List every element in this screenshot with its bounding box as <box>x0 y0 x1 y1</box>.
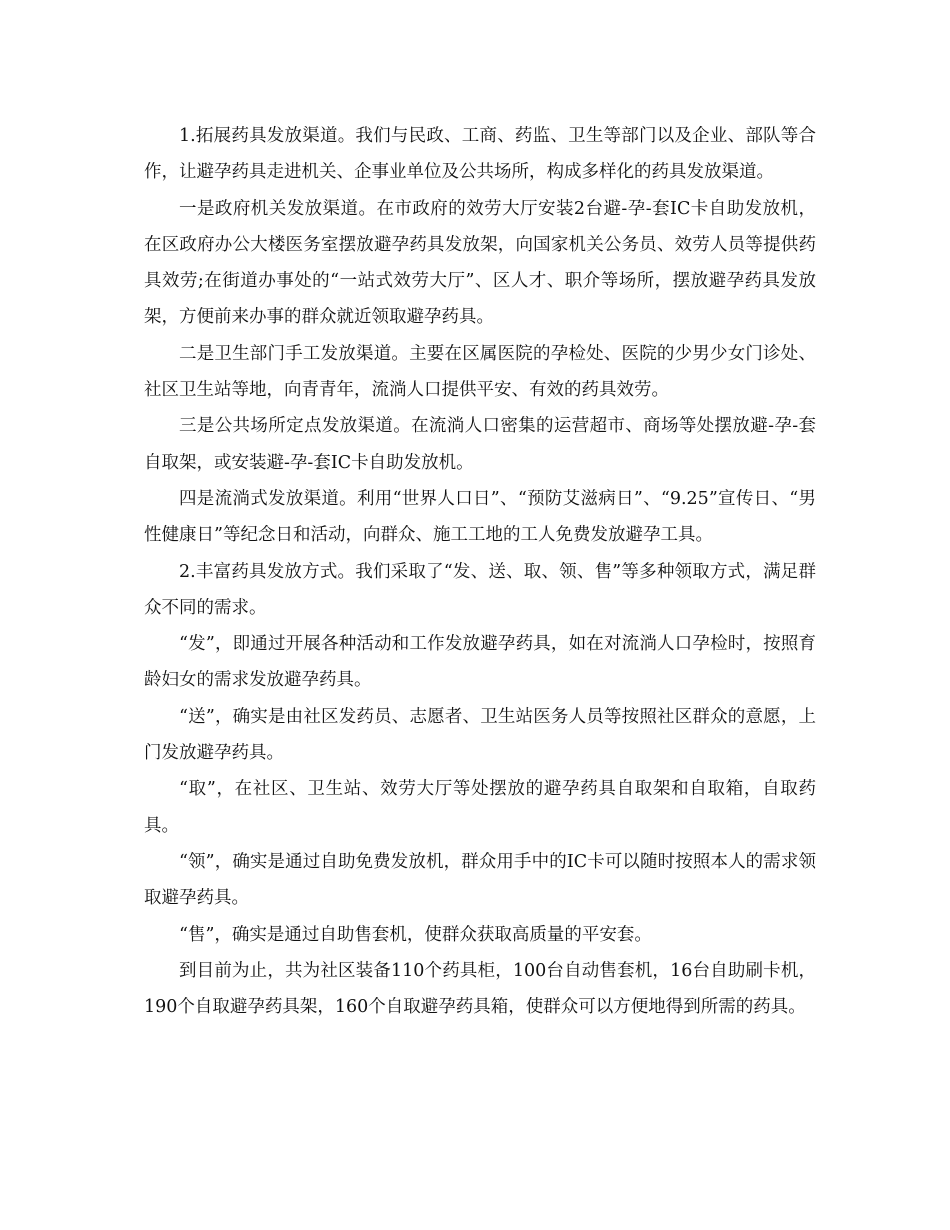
paragraph: 四是流淌式发放渠道。利用“世界人口日”、“预防艾滋病日”、“9.25”宣传日、“男性健康日”等纪念日和活动，向群众、施工工地的工人免费发放避孕工具。 <box>144 488 816 546</box>
paragraph: “取”，在社区、卫生站、效劳大厅等处摆放的避孕药具自取架和自取箱，自取药具。 <box>144 779 816 836</box>
paragraph: “领”，确实是通过自助免费发放机，群众用手中的IC卡可以随时按照本人的需求领取避孕药具。 <box>144 851 816 909</box>
paragraph: 2.丰富药具发放方式。我们采取了“发、送、取、领、售”等多种领取方式，满足群众不同的需求。 <box>144 561 816 618</box>
paragraph: “发”，即通过开展各种活动和工作发放避孕药具，如在对流淌人口孕检时，按照育龄妇女的需求发放避孕药具。 <box>144 634 816 691</box>
paragraph: “送”，确实是由社区发药员、志愿者、卫生站医务人员等按照社区群众的意愿，上门发放避孕药具。 <box>144 706 816 764</box>
paragraph: 到目前为止，共为社区装备110个药具柜，100台自动售套机，16台自助刷卡机，190个自取避孕药具架，160个自取避孕药具箱，使群众可以方便地得到所需的药具。 <box>144 960 816 1018</box>
paragraph: 三是公共场所定点发放渠道。在流淌人口密集的运营超市、商场等处摆放避-孕-套自取架，或安装避-孕-套IC卡自助发放机。 <box>144 416 816 473</box>
document-body <box>144 118 816 1025</box>
paragraph: 二是卫生部门手工发放渠道。主要在区属医院的孕检处、医院的少男少女门诊处、社区卫生站等地，向青青年，流淌人口提供平安、有效的药具效劳。 <box>144 343 816 401</box>
paragraph: 1.拓展药具发放渠道。我们与民政、工商、药监、卫生等部门以及企业、部队等合作，让避孕药具走进机关、企事业单位及公共场所，构成多样化的药具发放渠道。 <box>144 126 816 183</box>
paragraph: “售”，确实是通过自助售套机，使群众获取高质量的平安套。 <box>179 924 652 945</box>
paragraph: 一是政府机关发放渠道。在市政府的效劳大厅安装2台避-孕-套IC卡自助发放机，在区政府办公大楼医务室摆放避孕药具发放架，向国家机关公务员、效劳人员等提供药具效劳;在街道办事处的“一站式效劳大厅”、区人才、职介等场所，摆放避孕药具发放架，方便前来办事的群众就近领取避孕药具。 <box>144 198 816 328</box>
